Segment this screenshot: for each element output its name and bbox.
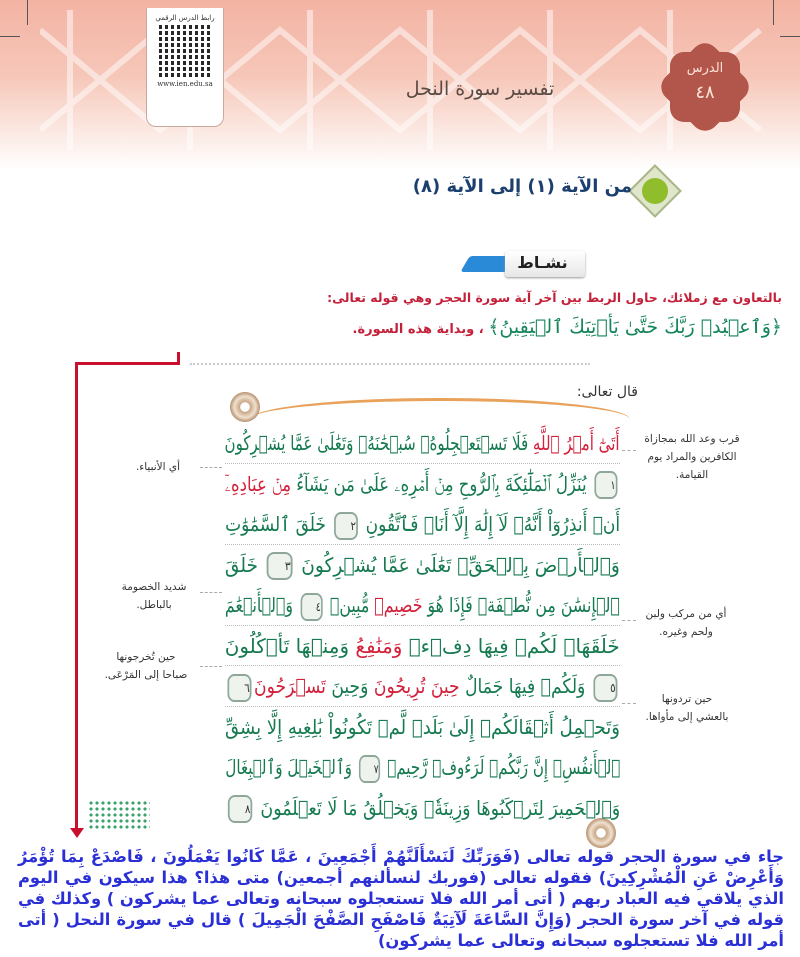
lesson-number: ٤٨ xyxy=(695,82,715,103)
verse-line xyxy=(225,464,620,505)
note-leader xyxy=(200,666,222,667)
verse-number-marker: ٤ xyxy=(300,593,322,621)
verse-text: وَٱلۡأَرۡضَ بِٱلۡحَقِّۚ تَعَٰلَىٰ عَمَّا يُشۡرِكُونَ xyxy=(295,552,620,577)
qr-label: رابط الدرس الرقمي xyxy=(155,14,215,22)
note-leader xyxy=(622,620,636,621)
verse-number-marker: ٥ xyxy=(593,674,617,702)
verse-text: يُنَزِّلُ ٱلۡمَلَٰٓئِكَةَ بِٱلرُّوحِ مِنۡ أَمۡرِهِۦ عَلَىٰ مَن يَشَآءُ xyxy=(291,471,593,496)
verse-line xyxy=(225,423,620,464)
activity-label: نشـاط xyxy=(517,253,568,272)
verse-line xyxy=(225,504,620,545)
verse-line xyxy=(225,626,620,667)
verse-line-content xyxy=(225,464,620,504)
verse-text: ٱلۡإِنسَٰنَ مِن نُّطۡفَةٖ فَإِذَا هُوَ xyxy=(422,593,620,617)
verse-line xyxy=(225,707,620,748)
verse-text: أَنۡ أَنذِرُوٓاْ أَنَّهُۥ لَآ إِلَٰهَ إِلَّآ أَنَا۠ فَٱتَّقُونِ xyxy=(360,512,620,536)
highlighted-word: أَتَىٰٓ أَمۡرُ ٱللَّهِ xyxy=(533,431,620,455)
verse-number-marker: ٨ xyxy=(228,795,252,823)
verse-number-marker: ٣ xyxy=(267,552,293,580)
highlighted-word: مِنۡ عِبَادِهِۦٓ xyxy=(224,471,292,496)
verse-line xyxy=(225,788,620,829)
crop-mark xyxy=(27,0,28,25)
note-right-1 xyxy=(636,430,748,484)
section-dot-icon xyxy=(642,178,668,204)
highlighted-word: تَسۡرَحُونَ xyxy=(254,674,326,698)
note-line: بالعشي إلى مأواها. xyxy=(645,711,729,723)
verse-text: وَمِنۡهَا تَأۡكُلُونَ xyxy=(225,633,356,658)
verse-number-marker: ٧ xyxy=(359,755,380,783)
note-line: حين تُخرجونها xyxy=(116,651,176,663)
verse-line xyxy=(225,747,620,788)
note-line: صباحا إلى المَرْعَى. xyxy=(104,669,188,681)
verse-line xyxy=(225,545,620,586)
verse-line-content xyxy=(225,626,620,666)
note-line: الكافرين والمراد يوم xyxy=(647,451,737,463)
verse-number-marker: ٦ xyxy=(228,674,252,702)
note-leader xyxy=(622,450,636,451)
verse-line-content xyxy=(225,747,620,787)
verse-line xyxy=(225,666,620,707)
digital-lesson-link[interactable] xyxy=(146,8,224,127)
verse-text: وَٱلۡخَيۡلَ وَٱلۡبِغَالَ xyxy=(225,755,357,779)
verse-text: ٱلۡأَنفُسِۚ إِنَّ رَبَّكُمۡ لَرَءُوفٞ رَّحِيمٞ xyxy=(382,755,620,779)
annotation-line xyxy=(75,362,78,832)
section-title: من الآية (١) إلى الآية (٨) xyxy=(412,176,632,197)
activity-verse-line xyxy=(190,310,782,347)
note-leader xyxy=(622,703,636,704)
verse-line-content xyxy=(225,545,620,585)
activity-suffix: ، وبداية هذه السورة. xyxy=(352,322,484,337)
highlighted-word: خَصِيمٞ xyxy=(374,593,423,617)
lesson-badge xyxy=(670,58,740,106)
note-left-2 xyxy=(108,578,200,614)
crop-mark xyxy=(773,0,774,25)
verse-line-content xyxy=(225,504,620,544)
annotation-text: جاء في سورة الحجر قوله تعالى (فَوَرَبِّكَ لَنَسْأَلَنَّهُمْ أَجْمَعِينَ ، عَمَّا كَانُوا يَعْمَلُونَ ، فَاصْدَعْ بِمَا تُؤْمَرُ وَأَعْرِضْ عَنِ الْمُشْرِكِينَ) فقوله تعالى (فوربك لنسألنهم أجمعين) متى هذا؟ هذا سيكون في اليوم الذي يلاقي فيه العباد ربهم ( أتى أمر الله فلا تستعجلوه سبحانه وتعالى عما يشركون ) وكذلك في قوله في آخر سورة الحجر (وَإِنَّ السَّاعَةَ لَآتِيَةٌ فَاصْفَحِ الصَّفْحَ الْجَمِيلَ ) قال في سورة النحل ( أتى أمر الله فلا تستعجلوه سبحانه وتعالى عما يشركون) xyxy=(18,847,784,950)
verse-line-content xyxy=(225,423,620,463)
activity-verse: ﴿وَٱعۡبُدۡ رَبَّكَ حَتَّىٰ يَأۡتِيَكَ ٱلۡيَقِينُ﴾ xyxy=(488,316,782,338)
note-leader xyxy=(200,467,222,468)
highlighted-word: وَمَنَٰفِعُ xyxy=(355,633,403,658)
note-line: أي الأنبياء. xyxy=(135,461,181,473)
arrow-down-icon xyxy=(70,828,84,838)
rosette-icon xyxy=(230,392,260,422)
qr-code-icon[interactable] xyxy=(159,25,211,77)
verse-line xyxy=(225,585,620,626)
verse-text: مُّبِينٞ xyxy=(324,593,375,617)
vision-2030-logo xyxy=(88,800,150,830)
verse-text: خَلَقَهَاۖ لَكُمۡ فِيهَا دِفۡءٞ xyxy=(402,633,620,658)
dotted-divider xyxy=(190,363,590,365)
note-left-1 xyxy=(118,458,198,476)
note-line: بالباطل. xyxy=(136,599,172,611)
verse-line-content xyxy=(225,666,620,706)
verse-intro: قال تعالى: xyxy=(576,384,638,400)
crop-mark xyxy=(780,36,800,37)
verse-line-content xyxy=(225,585,620,625)
note-right-2 xyxy=(636,605,736,641)
note-line: شديد الخصومة xyxy=(121,581,187,593)
note-left-3 xyxy=(92,648,200,684)
note-leader xyxy=(200,592,222,593)
verse-text: وَحِينَ xyxy=(325,674,374,698)
activity-instruction: بالتعاون مع زملائك، حاول الربط بين آخر آية سورة الحجر وهي قوله تعالى: xyxy=(327,290,782,305)
note-line: أي من مركب ولبن xyxy=(645,608,727,620)
note-line: ولحم وغيره. xyxy=(659,626,713,638)
verse-text: وَٱلۡأَنۡعَٰمَ xyxy=(224,593,299,617)
verse-line-content xyxy=(225,707,620,747)
verse-text: وَٱلۡحَمِيرَ لِتَرۡكَبُوهَا وَزِينَةٗۚ وَيَخۡلُقُ مَا لَا تَعۡلَمُونَ xyxy=(254,795,620,820)
verse-line-content xyxy=(225,788,620,828)
verse-number-marker: ٢ xyxy=(334,512,358,540)
page-title: تفسير سورة النحل xyxy=(405,78,555,100)
note-line: القيامة. xyxy=(675,469,709,481)
lesson-label: الدرس xyxy=(686,61,724,76)
note-right-3 xyxy=(632,690,742,726)
verse-text: وَلَكُمۡ فِيهَا جَمَالٌ xyxy=(459,674,591,698)
quran-verses xyxy=(225,423,620,828)
verse-number-marker: ١ xyxy=(594,471,617,499)
highlighted-word: حِينَ تُرِيحُونَ xyxy=(373,674,460,698)
note-line: قرب وعد الله بمجازاة xyxy=(644,433,740,445)
verse-text: خَلَقَ xyxy=(225,552,264,577)
verse-text: وَتَحۡمِلُ أَثۡقَالَكُمۡ إِلَىٰ بَلَدٖ لَّمۡ تَكُونُواْ بَٰلِغِيهِ إِلَّا بِشِقِّ xyxy=(225,714,620,739)
verse-text: خَلَقَ ٱلسَّمَٰوَٰتِ xyxy=(225,512,332,536)
note-line: حين تردونها xyxy=(661,693,713,705)
crop-mark xyxy=(0,36,20,37)
annotation-line xyxy=(75,362,180,365)
qr-url[interactable]: www.ien.edu.sa xyxy=(157,80,213,88)
verse-text: فَلَا تَسۡتَعۡجِلُوهُۚ سُبۡحَٰنَهُۥ وَتَعَٰلَىٰ عَمَّا يُشۡرِكُونَ xyxy=(224,431,534,455)
